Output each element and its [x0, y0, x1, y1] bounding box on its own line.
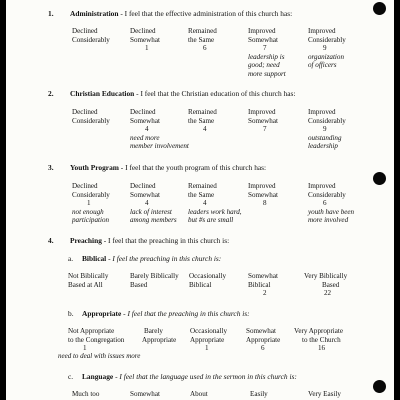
- question-title: Administration: [70, 9, 119, 18]
- response-count: 22: [324, 289, 332, 298]
- option-declined-somewhat: Declined Somewhat 4 need more member involvement: [130, 108, 189, 151]
- response-count: 7: [263, 44, 267, 53]
- option-remained-same: Remained the Same 4: [188, 108, 217, 134]
- option-easily: Easily: [250, 390, 268, 398]
- question-text: - I feel that the Christian education of this church has:: [136, 89, 296, 98]
- option-improved-somewhat: Improved Somewhat 7 leadership is good; need more support: [248, 27, 286, 78]
- option-somewhat-biblical: Somewhat Biblical 2: [248, 272, 278, 298]
- response-count: 8: [263, 199, 267, 208]
- option-very-easily: Very Easily: [308, 390, 341, 398]
- subquestion-letter: c.: [68, 372, 74, 381]
- response-count: 9: [323, 125, 327, 134]
- option-somewhat-appropriate: Somewhat Appropriate 6: [246, 327, 281, 353]
- handwritten-note: lack of interest: [130, 207, 172, 216]
- question-text: - I feel that the effective administration of this church has:: [120, 9, 293, 18]
- option-remained-same: Remained the Same 4 leaders work hard, but #s are small: [188, 182, 242, 225]
- punch-hole-top: [373, 2, 386, 15]
- handwritten-note: youth have been: [308, 207, 355, 216]
- option-very-appropriate: Very Appropriate to the Church 16: [294, 327, 344, 353]
- option-barely-appropriate: Barely Appropriate: [142, 327, 177, 344]
- question-text: - I feel that the youth program of this church has:: [120, 163, 267, 172]
- question-number: 3.: [48, 163, 54, 172]
- subquestion-letter: a.: [68, 254, 74, 263]
- handwritten-note: need more: [130, 133, 160, 142]
- response-count: 6: [261, 344, 265, 353]
- subquestion-title: Appropriate: [82, 309, 122, 318]
- response-count: 1: [87, 199, 91, 208]
- response-count: 4: [203, 199, 207, 208]
- subquestion-title: Biblical: [82, 254, 107, 263]
- question-title: Youth Program: [70, 163, 119, 172]
- response-count: 1: [145, 44, 149, 53]
- response-count: 2: [263, 289, 267, 298]
- subquestion-text: - I feel that the preaching in this church is:: [123, 309, 250, 318]
- option-declined-considerably: Declined Considerably: [72, 108, 110, 125]
- option-declined-considerably: Declined Considerably: [72, 27, 110, 44]
- option-occasionally-appropriate: Occasionally Appropriate 1: [190, 327, 228, 353]
- response-count: 4: [203, 125, 207, 134]
- option-barely-biblical: Barely Biblically Based: [130, 272, 179, 289]
- option-somewhat: Somewhat: [130, 390, 160, 398]
- option-improved-somewhat: Improved Somewhat 8: [248, 182, 278, 208]
- response-count: 16: [318, 344, 326, 353]
- punch-hole-middle: [373, 172, 386, 185]
- handwritten-note: need to deal with issues more: [58, 352, 141, 360]
- option-not-biblical: Not Biblically Based at All: [68, 272, 109, 289]
- option-occasionally-biblical: Occasionally Biblical: [189, 272, 227, 289]
- question-number: 2.: [48, 89, 54, 98]
- question-text: - I feel that the preaching in this church is:: [103, 236, 230, 245]
- question-number: 4.: [48, 236, 54, 245]
- option-improved-considerably: Improved Considerably 6 youth have been more involved: [308, 182, 355, 225]
- response-count: 4: [145, 125, 149, 134]
- option-declined-considerably: Declined Considerably 1 not enough participation: [72, 182, 110, 225]
- option-not-appropriate: Not Appropriate to the Congregation 1: [68, 327, 125, 353]
- survey-page: [6, 0, 394, 400]
- option-declined-somewhat: Declined Somewhat 1: [130, 27, 160, 53]
- option-improved-considerably: Improved Considerably 9 outstanding leadership: [308, 108, 346, 151]
- response-count: 6: [323, 199, 327, 208]
- response-count: 4: [145, 199, 149, 208]
- option-declined-somewhat: Declined Somewhat 4 lack of interest among members: [130, 182, 177, 225]
- question-number: 1.: [48, 9, 54, 18]
- handwritten-note: leaders work hard,: [188, 207, 242, 216]
- subquestion-letter: b.: [68, 309, 74, 318]
- option-very-biblical: Very Biblically Based 22: [304, 272, 348, 298]
- response-count: 1: [83, 344, 87, 353]
- handwritten-note: not enough: [72, 207, 104, 216]
- option-about: About: [190, 390, 208, 398]
- response-count: 1: [205, 344, 209, 353]
- question-title: Preaching: [70, 236, 102, 245]
- response-count: 7: [263, 125, 267, 134]
- question-title: Christian Education: [70, 89, 135, 98]
- option-improved-considerably: Improved Considerably 9 organization of officers: [308, 27, 346, 70]
- handwritten-note: outstanding: [308, 133, 342, 142]
- subquestion-text: - I feel the preaching in this church is:: [108, 254, 222, 263]
- subquestion-text: - I feel that the language used in the sermon in this church is:: [115, 372, 297, 381]
- response-count: 6: [203, 44, 207, 53]
- handwritten-note: organization: [308, 52, 344, 61]
- response-count: 9: [323, 44, 327, 53]
- option-improved-somewhat: Improved Somewhat 7: [248, 108, 278, 134]
- subquestion-title: Language: [82, 372, 114, 381]
- option-much-too: Much too: [72, 390, 100, 398]
- handwritten-note: leadership is: [248, 52, 285, 61]
- option-remained-same: Remained the Same 6: [188, 27, 217, 53]
- punch-hole-bottom: [373, 380, 386, 393]
